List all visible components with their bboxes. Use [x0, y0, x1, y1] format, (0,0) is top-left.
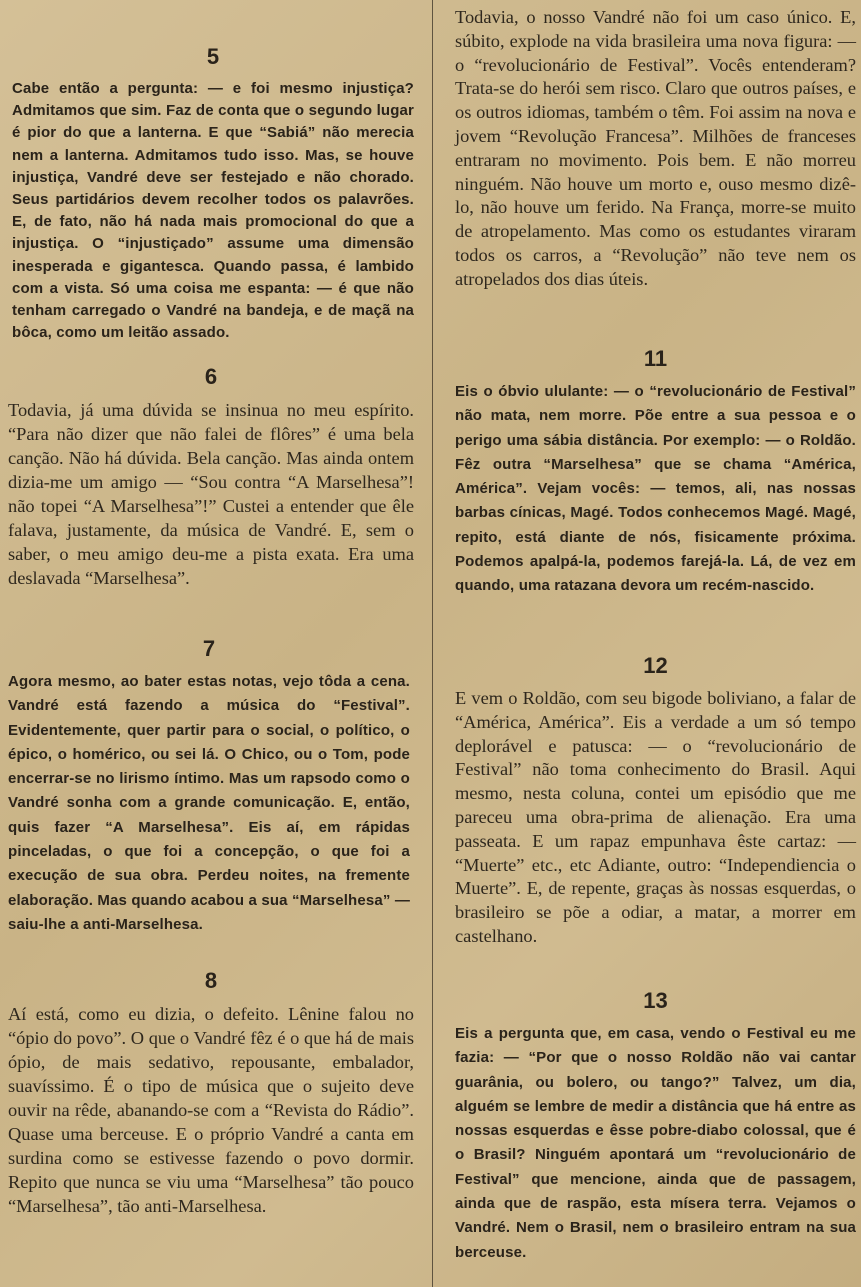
section-number: 6: [204, 364, 218, 389]
section-text: Todavia, o nosso Vandré não foi um caso único. E, súbito, explode na vida brasileira uma nova figura: — o “revolucionário de Festival”. Vocês entenderam? Trata-se do herói sem risco. Claro que outros países, e os outros idiomas, também o têm. Foi assim na nova e jovem “Revolução Francesa”. Milhões de franceses entraram no movimento. Pois bem. E não morreu ninguém. Não houve um morto e, ouso mesmo dizê-lo, não houve um ferido. Na França, morre-se muito de atropelamento. Mas como os estudantes viraram todos os carros, a “Revolução” não teve nem os atropelados dos dias úteis.: [455, 7, 856, 289]
section-number: 12: [643, 653, 668, 678]
column-divider: [432, 0, 433, 1287]
section-text: Todavia, já uma dúvida se insinua no meu espírito. “Para não dizer que não falei de flôres” é uma bela canção. Não há dúvida. Bela canção. Mas ainda ontem dizia-me um amigo — “Sou contra “A Marselhesa”! não topei “A Marselhesa”!” Custei a entender que êle falava, justamente, da música de Vandré. E, sem o saber, o meu amigo deu-me a pista exata. Era uma deslavada “Marselhesa”.: [8, 400, 414, 588]
section-number: 11: [643, 346, 668, 371]
right-column: [440, 0, 861, 1287]
section-13: [455, 988, 856, 1265]
left-column: [0, 0, 426, 1287]
section-7: [8, 636, 410, 937]
section-number: 13: [643, 988, 668, 1013]
section-number: 5: [206, 44, 220, 69]
section-text: Eis o óbvio ululante: — o “revolucionário de Festival” não mata, nem morre. Põe entre a sua pessoa e o perigo uma sábia distância. Por exemplo: — o Roldão. Fêz outra “Marselhesa” que se chama “América, América”. Vejam vocês: — temos, ali, nas nossas barbas cínicas, Magé. Todos conhecemos Magé. Magé, repito, está diante de nós, fisicamente próxima. Podemos apalpá-la, podemos farejá-la. Lá, de vez em quando, uma ratazana devora um recém-nascido.: [455, 383, 856, 595]
section-text: Eis a pergunta que, em casa, vendo o Festival eu me fazia: — “Por que o nosso Roldão não vai cantar guarânia, ou bolero, ou tango?” Talvez, um dia, alguém se lembre de medir a distância que há entre as nossas esquerdas e êsse pobre-diabo colossal, que é o Brasil? Ninguém apontará um “revolucionário de Festival” que mencione, ainda que de passagem, ainda que de raspão, esta mísera terra. Vejamos o Vandré. Nem o Brasil, nem o brasileiro entram na sua berceuse.: [455, 1025, 856, 1261]
section-text: Cabe então a pergunta: — e foi mesmo injustiça? Admitamos que sim. Faz de conta que o segundo lugar é pior do que a lanterna. E que “Sabiá” não merecia nem a lanterna. Admitamos tudo isso. Mas, se houve injustiça, Vandré deve ser festejado e não chorado. Seus partidários devem recolher todos os palavrões. E, de fato, não há nada mais promocional do que a injustiça. O “injustiçado” assume uma dimensão inesperada e gigantesca. Quando passa, é lambido com a vista. Só uma coisa me espanta: — é que não tenham carregado o Vandré na bandeja, e de maçã na bôca, como um leitão assado.: [12, 80, 414, 342]
section-10-continued: [455, 6, 856, 292]
section-number: 8: [204, 968, 218, 993]
section-12: [455, 653, 856, 949]
section-text: E vem o Roldão, com seu bigode boliviano, a falar de “América, América”. Eis a verdade a um só tempo deplorável e patusca: — o “revolucionário de Festival” não toma conhecimento do Brasil. Aqui mesmo, nesta coluna, contei um episódio que me pareceu uma obra-prima de alienação. Era uma passeata. E um rapaz empunhava êste cartaz: — “Muerte” etc., etc Adiante, outro: “Independiencia o Muerte”. E, de repente, graças às nossas esquerdas, o brasileiro se põe a odiar, a matar, a morrer em castelhano.: [455, 688, 856, 946]
section-number: 7: [202, 636, 216, 661]
section-text: Aí está, como eu dizia, o defeito. Lênine falou no “ópio do povo”. O que o Vandré fêz é o que há de mais ópio, de mais sedativo, repousante, embalador, suavíssimo. É o tipo de música que o sujeito deve ouvir na rêde, abanando-se com a “Revista do Rádio”. Quase uma berceuse. E o próprio Vandré a canta em surdina como se estivesse fazendo o povo dormir. Repito que nunca se viu uma “Marselhesa” tão pouco “Marselhesa”, tão anti-Marselhesa.: [8, 1004, 414, 1216]
section-5: [12, 44, 414, 344]
section-8: [8, 968, 414, 1218]
section-11: [455, 346, 856, 599]
section-text: Agora mesmo, ao bater estas notas, vejo tôda a cena. Vandré está fazendo a música do “Festival”. Evidentemente, quer partir para o social, o político, o épico, o homérico, ou sei lá. O Chico, ou o Tom, pode encerrar-se no lirismo íntimo. Mas um rapsodo como o Vandré sonha com a grande comunicação. E, então, quis fazer “A Marselhesa”. Eis aí, em rápidas pinceladas, o que foi a concepção, o que foi a execução de sua obra. Perdeu noites, na fremente elaboração. Mas quando acabou a sua “Marselhesa” — saiu-lhe a anti-Marselhesa.: [8, 673, 410, 933]
section-6: [8, 364, 414, 590]
